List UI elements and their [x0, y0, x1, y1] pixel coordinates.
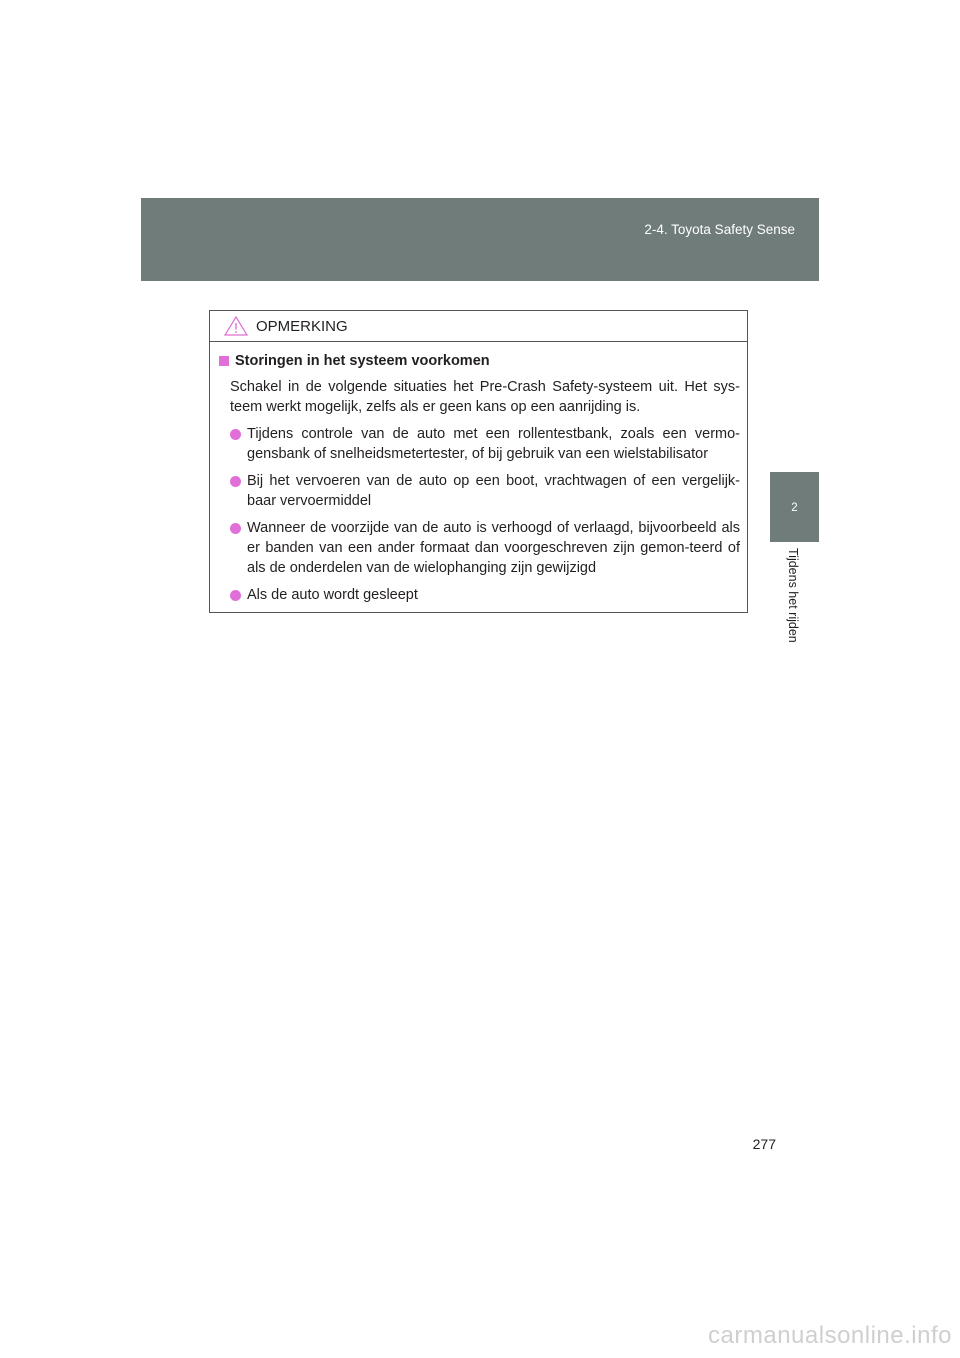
watermark: carmanualsonline.info	[708, 1322, 952, 1349]
dot-bullet-icon	[230, 523, 241, 534]
square-bullet-icon	[219, 356, 229, 366]
page-number: 277	[752, 1136, 776, 1152]
header-title: 2-4. Toyota Safety Sense	[644, 222, 795, 237]
section-title-text: Storingen in het systeem voorkomen	[235, 353, 490, 369]
list-item	[219, 518, 740, 578]
notice-title: OPMERKING	[256, 317, 348, 335]
notice-body	[210, 342, 747, 605]
notice-header	[210, 311, 747, 342]
side-tab-label: Tijdens het rijden	[786, 548, 800, 643]
list-item-text: Wanneer de voorzijde van de auto is verhoogd of verlaagd, bijvoorbeeld als er banden van een ander formaat dan voorgeschreven zijn gemon-teerd of als de onderdelen van de wielophanging zijn gewijzigd	[247, 520, 740, 576]
list-item-text: Bij het vervoeren van de auto op een boot, vrachtwagen of een vergelijk-baar vervoermiddel	[247, 473, 740, 509]
dot-bullet-icon	[230, 429, 241, 440]
side-tab	[770, 472, 819, 542]
header-band	[141, 198, 819, 281]
intro-paragraph: Schakel in de volgende situaties het Pre-Crash Safety-systeem uit. Het sys-teem werkt mogelijk, zelfs als er geen kans op een aanrijding is.	[230, 379, 740, 415]
list-item-text: Tijdens controle van de auto met een rollentestbank, zoals een vermo-gensbank of snelheidsmetertester, of bij gebruik van een wielstabilisator	[247, 426, 740, 462]
dot-bullet-icon	[230, 590, 241, 601]
list-item	[219, 585, 740, 605]
list-item	[219, 424, 740, 464]
list-item-text: Als de auto wordt gesleept	[247, 587, 418, 603]
side-tab-number: 2	[791, 502, 798, 514]
list-item	[219, 471, 740, 511]
dot-bullet-icon	[230, 476, 241, 487]
warning-triangle-icon	[224, 316, 248, 336]
notice-box	[209, 310, 748, 613]
section-title	[219, 351, 740, 371]
